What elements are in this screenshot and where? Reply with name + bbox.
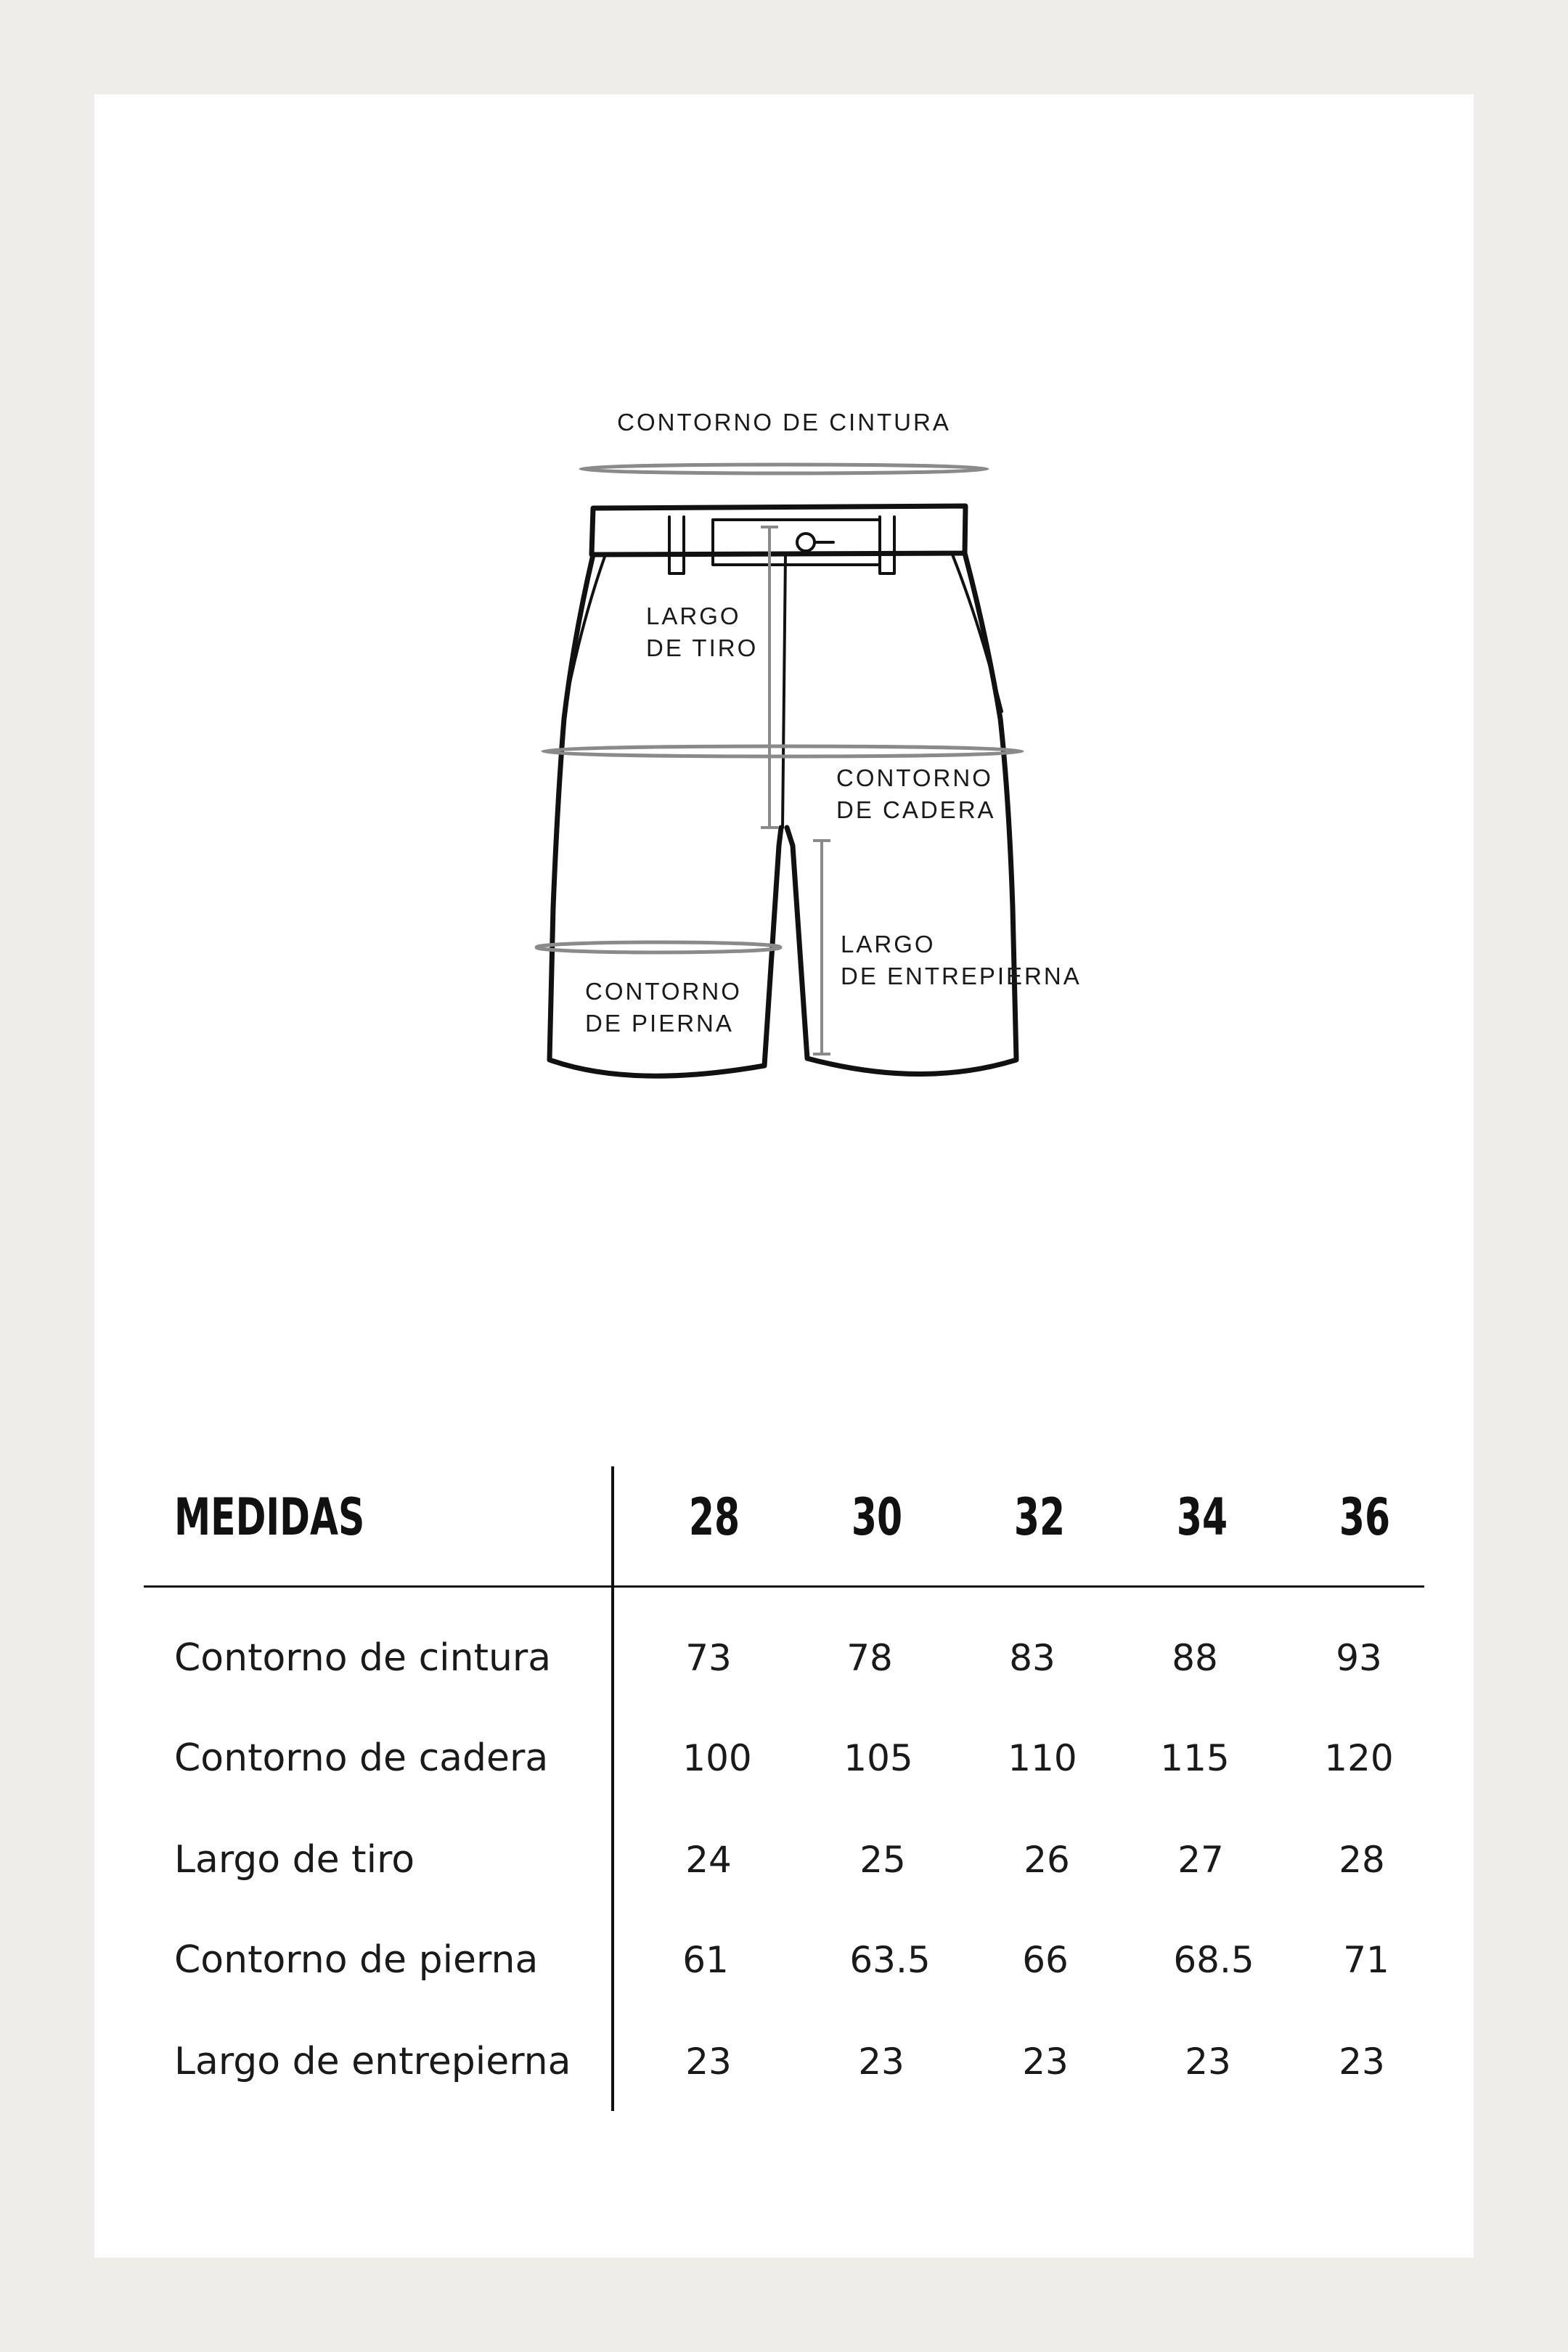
table-cell: 120 xyxy=(1324,1737,1394,1779)
table-cell: 88 xyxy=(1172,1637,1218,1679)
table-cell: 63.5 xyxy=(849,1939,931,1981)
row-label-leg: Contorno de pierna xyxy=(174,1938,539,1982)
table-cell: 68.5 xyxy=(1173,1939,1254,1981)
table-cell: 25 xyxy=(859,1839,906,1881)
table-cell: 26 xyxy=(1024,1839,1070,1881)
size-header-36: 36 xyxy=(1339,1487,1391,1547)
table-cell: 100 xyxy=(682,1737,752,1779)
table-header-title: MEDIDAS xyxy=(174,1487,365,1547)
inseam-measure-line xyxy=(813,841,830,1054)
row-label-hip: Contorno de cadera xyxy=(174,1736,549,1780)
table-cell: 110 xyxy=(1008,1737,1077,1779)
inseam-label-line2: DE ENTREPIERNA xyxy=(841,963,1082,989)
hip-label-line1: CONTORNO xyxy=(836,764,993,791)
table-vertical-divider xyxy=(611,1466,614,2111)
table-cell: 23 xyxy=(1339,2041,1385,2083)
table-cell: 115 xyxy=(1160,1737,1230,1779)
leg-label-line2: DE PIERNA xyxy=(585,1010,734,1037)
table-cell: 73 xyxy=(685,1637,732,1679)
table-cell: 78 xyxy=(846,1637,893,1679)
table-cell: 23 xyxy=(1022,2041,1069,2083)
table-cell: 83 xyxy=(1009,1637,1055,1679)
size-header-30: 30 xyxy=(851,1487,903,1547)
size-header-34: 34 xyxy=(1176,1487,1228,1547)
table-cell: 24 xyxy=(685,1839,732,1881)
table-cell: 61 xyxy=(682,1939,729,1981)
table-cell: 28 xyxy=(1339,1839,1385,1881)
leg-label-line1: CONTORNO xyxy=(585,978,742,1005)
leg-measure-ellipse xyxy=(536,942,780,952)
hip-label-line2: DE CADERA xyxy=(836,796,996,823)
waist-label: CONTORNO DE CINTURA xyxy=(617,409,951,436)
row-label-rise: Largo de tiro xyxy=(174,1838,415,1882)
rise-label-line2: DE TIRO xyxy=(646,634,759,661)
rise-label-line1: LARGO xyxy=(646,603,741,629)
rise-measure-line xyxy=(761,527,778,828)
table-cell: 23 xyxy=(858,2041,905,2083)
table-cell: 27 xyxy=(1177,1839,1224,1881)
table-cell: 66 xyxy=(1022,1939,1069,1981)
table-cell: 23 xyxy=(685,2041,732,2083)
waist-measure-ellipse xyxy=(581,465,987,473)
size-header-32: 32 xyxy=(1013,1487,1066,1547)
row-label-inseam: Largo de entrepierna xyxy=(174,2040,571,2083)
size-header-28: 28 xyxy=(688,1487,740,1547)
table-cell: 93 xyxy=(1336,1637,1382,1679)
table-cell: 71 xyxy=(1343,1939,1389,1981)
table-header-divider xyxy=(144,1585,1424,1588)
table-cell: 105 xyxy=(844,1737,913,1779)
table-cell: 23 xyxy=(1185,2041,1231,2083)
row-label-waist: Contorno de cintura xyxy=(174,1636,552,1680)
inseam-label-line1: LARGO xyxy=(841,931,936,957)
